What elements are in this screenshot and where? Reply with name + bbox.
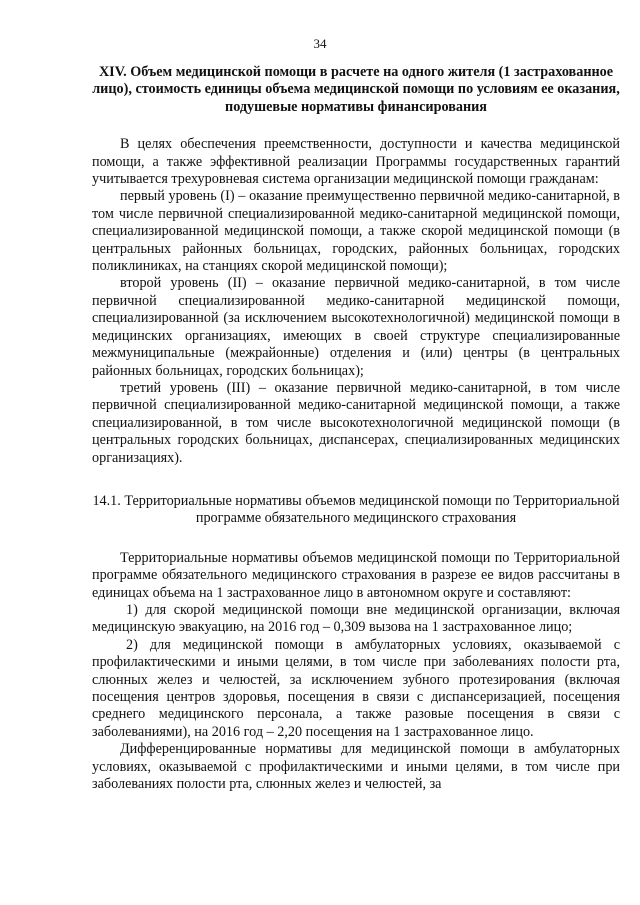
- page-number: 34: [313, 36, 327, 51]
- level-3-paragraph: третий уровень (III) – оказание первичной медико-санитарной, в том числе первичной специализированной медико-санитарной медицинской помощи, а также специализированной, в том числе высокотехнологичной медицинской помощи (в центральных городских больницах, диспансерах, специализированных медицинских организациях).: [92, 379, 620, 466]
- document-body: [92, 64, 620, 793]
- section-title: XIV. Объем медицинской помощи в расчете на одного жителя (1 застрахованное лицо), стоимость единицы объема медицинской помощи по условиям ее оказания, подушевые нормативы финансирования: [92, 64, 620, 115]
- level-1-paragraph: первый уровень (I) – оказание преимущественно первичной медико-санитарной, в том числе первичной специализированной медико-санитарной медицинской помощи, специализированной медицинской помощи, а также скорой медицинской помощи (в центральных районных больницах, городских, районных больницах, городских поликлиниках, на станциях скорой медицинской помощи);: [92, 188, 620, 275]
- subsection-title: 14.1. Территориальные нормативы объемов медицинской помощи по Территориальной программе обязательного медицинского страхования: [92, 492, 620, 527]
- level-2-paragraph: второй уровень (II) – оказание первичной медико-санитарной, в том числе первичной специализированной медико-санитарной медицинской помощи, специализированной (за исключением высокотехнологичной) медицинской помощи в медицинских организациях, имеющих в своей структуре специализированные межмуниципальные (межрайонные) отделения и (или) центры (в центральных районных больницах, городских больницах);: [92, 275, 620, 379]
- intro-paragraph: В целях обеспечения преемственности, доступности и качества медицинской помощи, а также эффективной реализации Программы государственных гарантий учитывается трехуровневая система организации медицинской помощи гражданам:: [92, 136, 620, 188]
- norms-paragraph: Территориальные нормативы объемов медицинской помощи по Территориальной программе обязательного медицинского страхования в разрезе ее видов рассчитаны в единицах объема на 1 застрахованное лицо в автономном округе и составляют:: [92, 549, 620, 601]
- differentiated-norms-paragraph: Дифференцированные нормативы для медицинской помощи в амбулаторных условиях, оказываемой с профилактическими и иными целями, в том числе при заболеваниях полости рта, слюнных желез и челюстей, за: [92, 741, 620, 793]
- list-item-2: 2) для медицинской помощи в амбулаторных условиях, оказываемой с профилактическими и иными целями, в том числе при заболеваниях полости рта, слюнных желез и челюстей, за исключением зубного протезирования (включая посещения центров здоровья, посещения в связи с диспансеризацией, посещения среднего медицинского персонала, а также разовые посещения в связи с заболеваниями), на 2016 год – 2,20 посещения на 1 застрахованное лицо.: [92, 636, 620, 740]
- list-item-1: 1) для скорой медицинской помощи вне медицинской организации, включая медицинскую эвакуацию, на 2016 год – 0,309 вызова на 1 застрахованное лицо;: [92, 601, 620, 636]
